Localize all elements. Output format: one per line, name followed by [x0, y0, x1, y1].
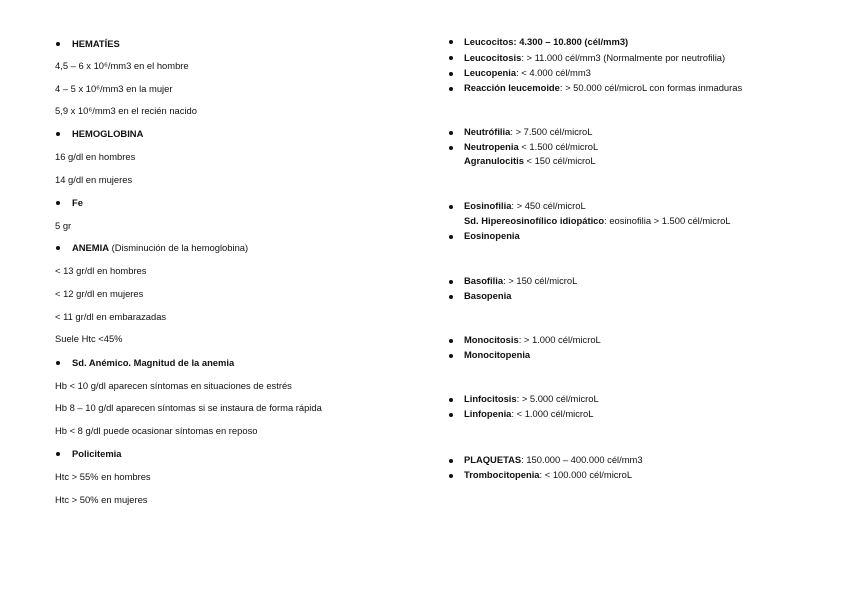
hematies-line: 4,5 – 6 x 10⁶/mm3 en el hombre — [55, 60, 189, 71]
bullet-icon — [56, 452, 60, 456]
monocitosis-line: Monocitosis: > 1.000 cél/microL — [464, 334, 601, 345]
bullet-icon — [449, 354, 453, 358]
bullet-icon — [449, 205, 453, 209]
anemia-line: < 13 gr/dl en hombres — [55, 265, 147, 276]
bullet-icon — [449, 56, 453, 60]
bullet-icon — [56, 132, 60, 136]
agranulocitis-line: Agranulocitis < 150 cél/microL — [464, 155, 596, 166]
anemia-line: Suele Htc <45% — [55, 333, 123, 344]
bullet-icon — [449, 413, 453, 417]
neutrofilia-line: Neutrófilia: > 7.500 cél/microL — [464, 126, 593, 137]
fe-heading: Fe — [72, 197, 83, 208]
fe-value: 5 gr — [55, 220, 72, 231]
bullet-icon — [449, 459, 453, 463]
anemia-line: < 11 gr/dl en embarazadas — [55, 311, 167, 322]
hematies-line: 5,9 x 10⁶/mm3 en el recién nacido — [55, 105, 197, 116]
bullet-icon — [449, 235, 453, 239]
leucocitos-line: Leucocitos: 4.300 – 10.800 (cél/mm3) — [464, 36, 629, 47]
hemoglobina-line: 16 g/dl en hombres — [55, 151, 136, 162]
trombocitopenia-line: Trombocitopenia: < 100.000 cél/microL — [464, 469, 633, 480]
hemoglobina-line: 14 g/dl en mujeres — [55, 174, 133, 185]
bullet-icon — [56, 246, 60, 250]
bullet-icon — [449, 40, 453, 44]
bullet-icon — [449, 280, 453, 284]
hematies-line: 4 – 5 x 10⁶/mm3 en la mujer — [55, 83, 173, 94]
reaccion-leucemoide-line: Reacción leucemoide: > 50.000 cél/microL con formas inmaduras — [464, 82, 743, 93]
bullet-icon — [449, 398, 453, 402]
policitemia-line: Htc > 55% en hombres — [55, 471, 151, 482]
policitemia-heading: Policitemia — [72, 448, 122, 459]
bullet-icon — [449, 339, 453, 343]
linfocitosis-line: Linfocitosis: > 5.000 cél/microL — [464, 393, 599, 404]
bullet-icon — [56, 201, 60, 205]
hipereosinofilico-line: Sd. Hipereosinofílico idiopático: eosinofilia > 1.500 cél/microL — [464, 215, 731, 226]
monocitopenia-line: Monocitopenia — [464, 349, 531, 360]
leucocitosis-line: Leucocitosis: > 11.000 cél/mm3 (Normalmente por neutrofilia) — [464, 52, 726, 63]
sd-anemico-line: Hb < 10 g/dl aparecen síntomas en situaciones de estrés — [55, 380, 292, 391]
basofilia-line: Basofilia: > 150 cél/microL — [464, 275, 578, 286]
leucopenia-line: Leucopenia: < 4.000 cél/mm3 — [464, 67, 591, 78]
neutropenia-line: Neutropenia < 1.500 cél/microL — [464, 141, 599, 152]
bullet-icon — [56, 361, 60, 365]
anemia-line: < 12 gr/dl en mujeres — [55, 288, 144, 299]
bullet-icon — [449, 72, 453, 76]
bullet-icon — [449, 87, 453, 91]
bullet-icon — [449, 131, 453, 135]
policitemia-line: Htc > 50% en mujeres — [55, 494, 148, 505]
eosinofilia-line: Eosinofilia: > 450 cél/microL — [464, 200, 586, 211]
bullet-icon — [449, 295, 453, 299]
linfopenia-line: Linfopenia: < 1.000 cél/microL — [464, 408, 594, 419]
eosinopenia-line: Eosinopenia — [464, 230, 520, 241]
hemoglobina-heading: HEMOGLOBINA — [72, 128, 144, 139]
bullet-icon — [449, 146, 453, 150]
sd-anemico-line: Hb 8 – 10 g/dl aparecen síntomas si se instaura de forma rápida — [55, 402, 322, 413]
anemia-heading: ANEMIA (Disminución de la hemoglobina) — [72, 242, 249, 253]
sd-anemico-heading: Sd. Anémico. Magnitud de la anemia — [72, 357, 235, 368]
sd-anemico-line: Hb < 8 g/dl puede ocasionar síntomas en reposo — [55, 425, 258, 436]
bullet-icon — [56, 42, 60, 46]
plaquetas-line: PLAQUETAS: 150.000 – 400.000 cél/mm3 — [464, 454, 643, 465]
bullet-icon — [449, 474, 453, 478]
basopenia-line: Basopenia — [464, 290, 512, 301]
hematies-heading: HEMATÍES — [72, 38, 120, 49]
